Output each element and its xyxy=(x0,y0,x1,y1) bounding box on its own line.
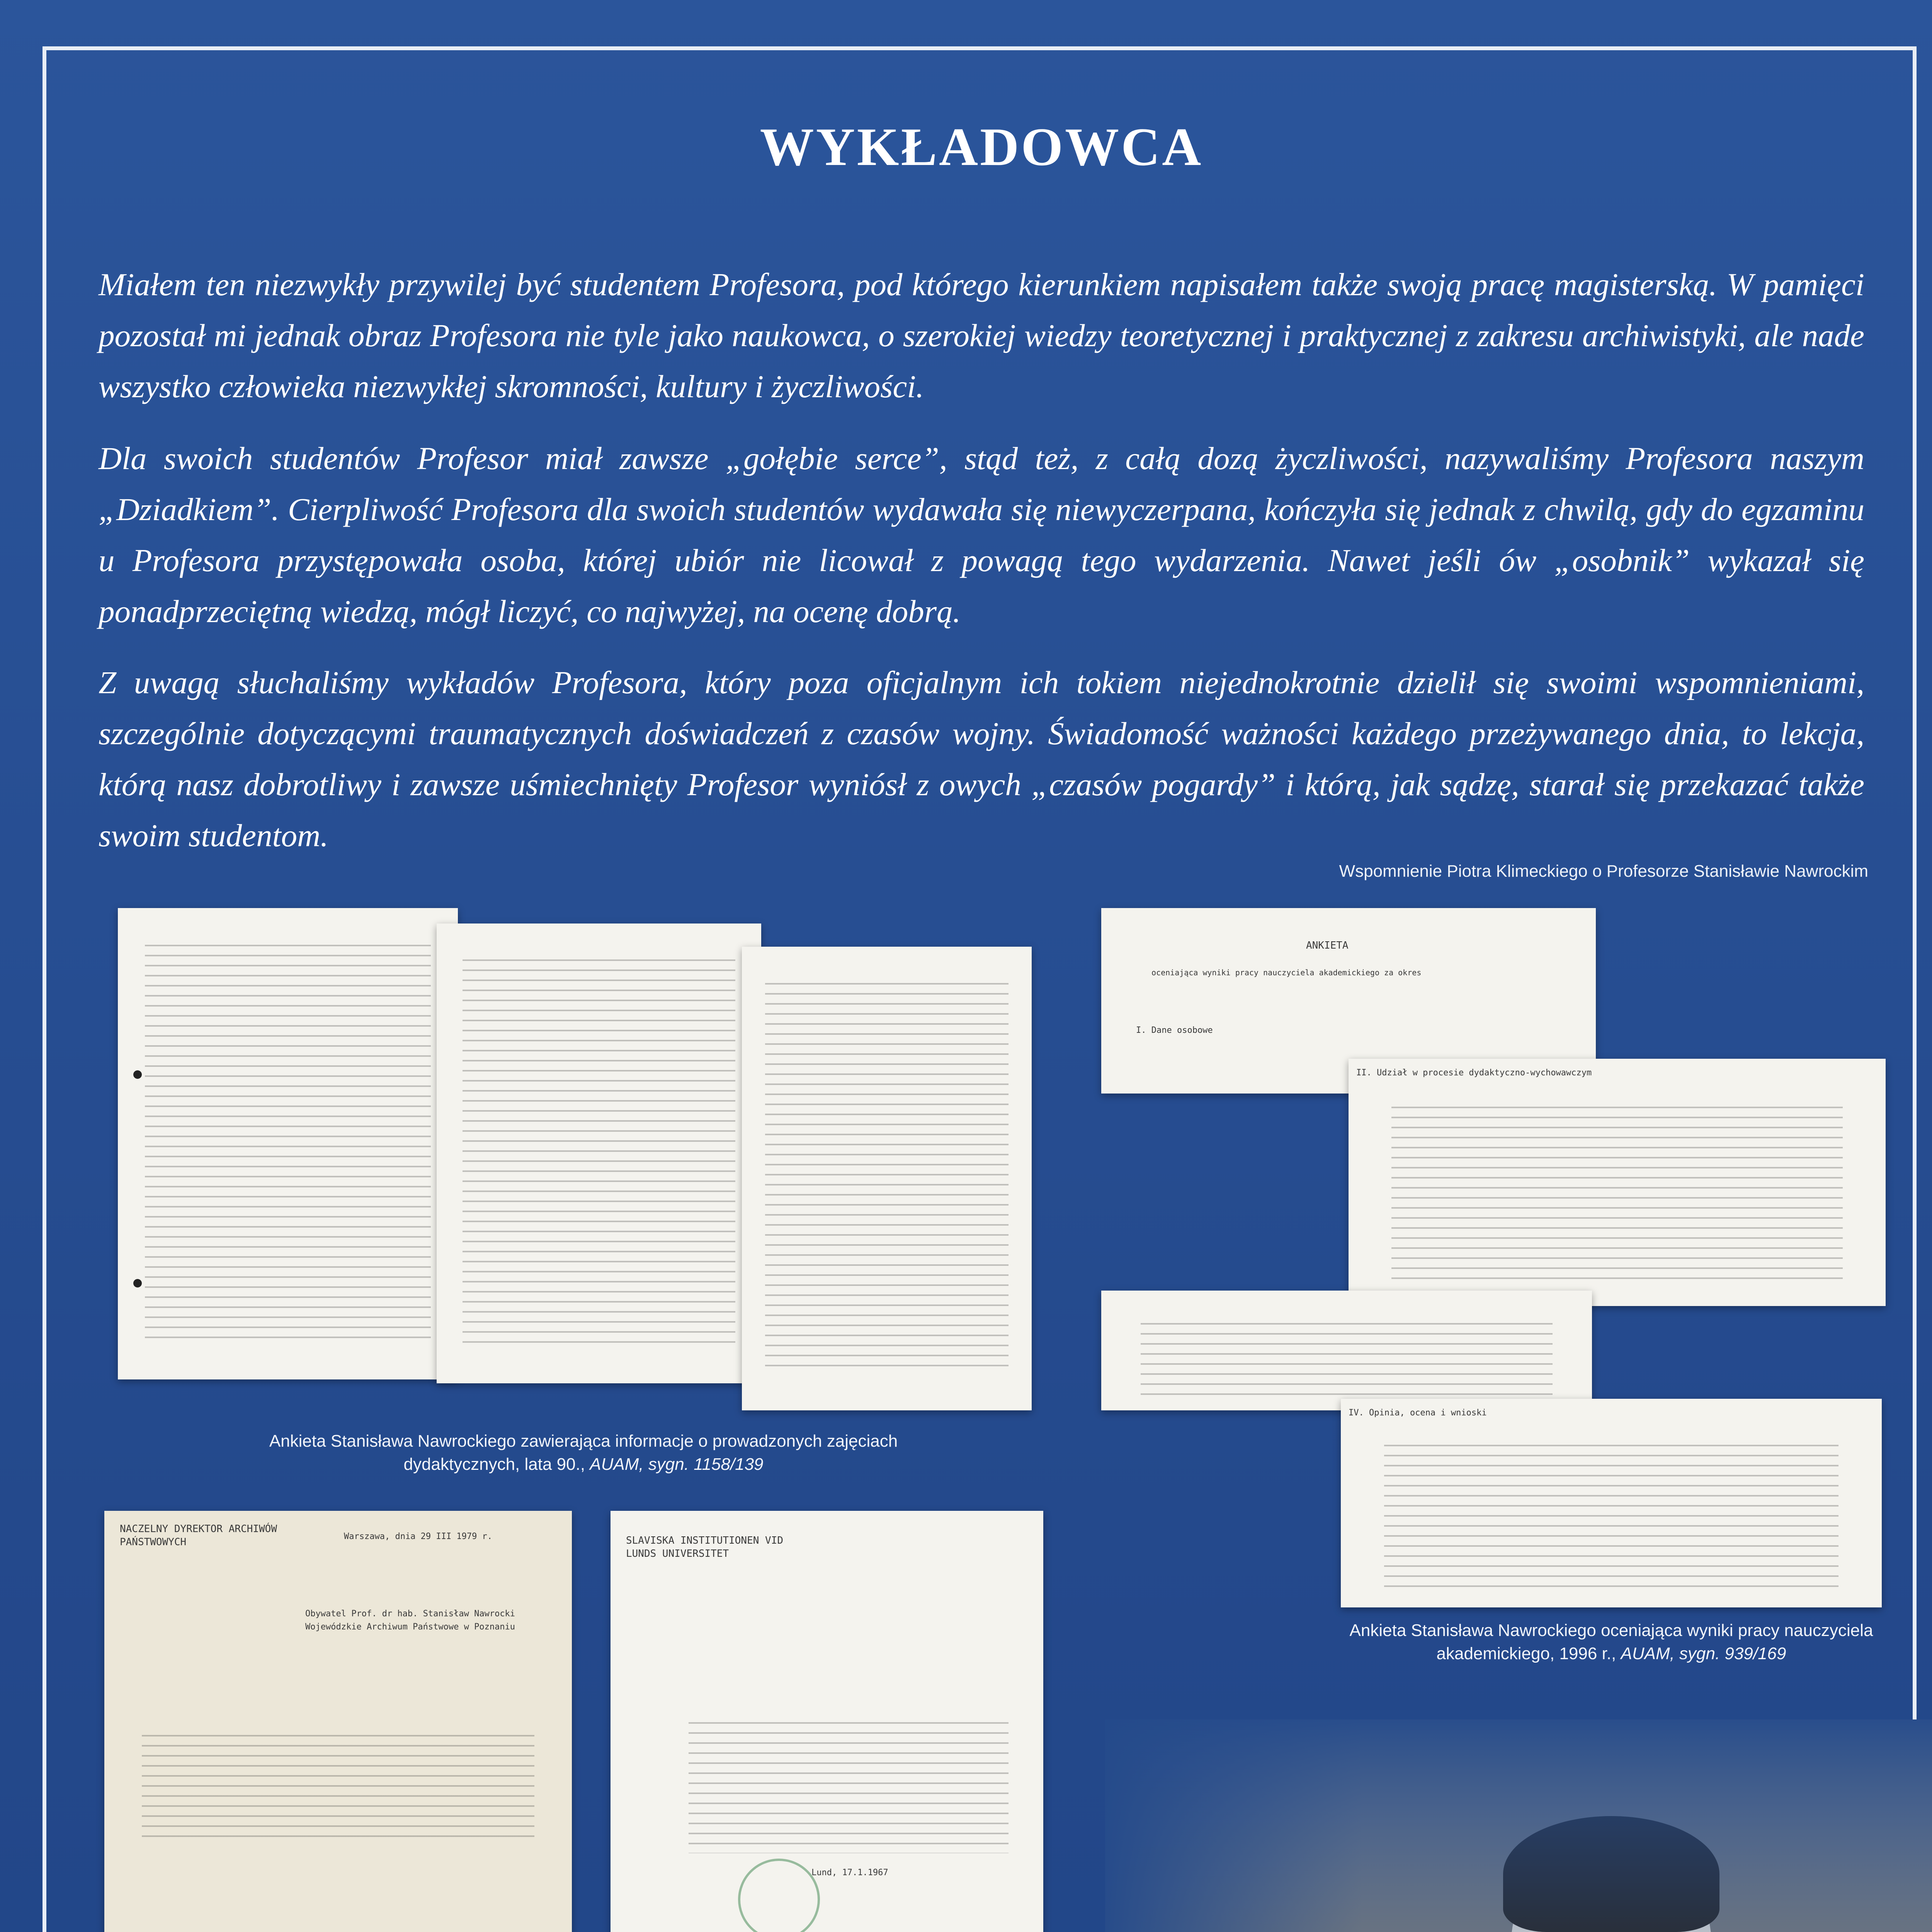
document-date: Warszawa, dnia 29 III 1979 r. xyxy=(344,1532,493,1541)
document-addressee: Obywatel Prof. dr hab. Stanisław Nawrocki Wojewódzkie Archiwum Państwowe w Poznaniu xyxy=(305,1609,515,1632)
typed-text-lines xyxy=(142,1726,534,1840)
caption-text: Ankieta Stanisława Nawrockiego zawierająca informacje o prowadzonych zajęciach dydaktycznych, lata 90., xyxy=(269,1432,898,1474)
document-survey-page-2 xyxy=(437,923,761,1383)
punch-hole xyxy=(133,1070,142,1079)
poster-title: WYKŁADOWCA xyxy=(760,117,1203,177)
photo-blend-overlay xyxy=(1105,1719,1932,1932)
typed-text-lines xyxy=(765,975,1009,1373)
document-section-label: I. Dane osobowe xyxy=(1136,1026,1213,1035)
quote-paragraph-1: Miałem ten niezwykły przywilej być studentem Profesora, pod którego kierunkiem napisałem także swoją pracę magisterską. W pamięci pozostał mi jednak obraz Profesora nie tyle jako naukowca, o szerokiej wiedzy teoretycznej i praktycznej z zakresu archiwistyki, ale nade wszystko człowieka niezwykłej skromności, kultury i życzliwości. xyxy=(99,267,1864,404)
caption-source: AUAM, sygn. 939/169 xyxy=(1621,1644,1786,1663)
document-ndap-permission-1979 xyxy=(104,1511,572,1932)
caption-survey-1990s xyxy=(216,1430,951,1476)
document-lund-invitation-1967 xyxy=(611,1511,1043,1932)
document-section-label: II. Udział w procesie dydaktyczno-wychowawczym xyxy=(1356,1068,1592,1078)
document-evaluation-survey-page-2 xyxy=(1349,1059,1886,1306)
typed-text-lines xyxy=(1391,1098,1843,1286)
quote-paragraph-2: Dla swoich studentów Profesor miał zawsze „gołębie serce”, stąd też, z całą dozą życzliwości, nazywaliśmy Profesora naszym „Dziadkiem”. Cierpliwość Profesora dla swoich studentów wydawała się niewyczerpana, kończyła się jednak z chwilą, gdy do egzaminu u Profesora przystępowała osoba, której ubiór nie licował z powagą tego wydarzenia. Nawet jeśli ów „osobnik” wykazał się ponadprzeciętną wiedzą, mógł liczyć, co najwyżej, na ocenę dobrą. xyxy=(99,440,1864,629)
document-survey-page-1 xyxy=(118,908,458,1379)
typed-text-lines xyxy=(463,951,735,1346)
quote-paragraph-3: Z uwagą słuchaliśmy wykładów Profesora, który poza oficjalnym ich tokiem niejednokrotnie dzielił się swoimi wspomnieniami, szczególnie dotyczącymi traumatycznych doświadczeń z czasów wojny. Świadomość ważności każdego przeżywanego dnia, to lekcja, którą nasz dobrotliwy i zawsze uśmiechnięty Profesor wyniósł z owych „czasów pogardy” i którą, jak sądzę, starał się przekazać także swoim studentom. xyxy=(99,665,1864,853)
quote-attribution: Wspomnienie Piotra Klimeckiego o Profesorze Stanisławie Nawrockim xyxy=(1339,862,1868,881)
caption-evaluation-survey-1996 xyxy=(1337,1619,1886,1665)
document-heading: ANKIETA xyxy=(1306,940,1349,951)
portrait-photo xyxy=(1105,1719,1932,1932)
green-stamp-icon xyxy=(738,1859,820,1932)
document-letterhead: NACZELNY DYREKTOR ARCHIWÓW PAŃSTWOWYCH xyxy=(120,1523,277,1548)
punch-hole xyxy=(133,1279,142,1287)
caption-text: Ankieta Stanisława Nawrockiego oceniająca wyniki pracy nauczyciela akademickiego, 1996 r., xyxy=(1349,1621,1873,1663)
document-survey-page-3 xyxy=(742,947,1032,1410)
document-letterhead: SLAVISKA INSTITUTIONEN VID LUNDS UNIVERSITET xyxy=(626,1535,783,1560)
document-subheading: oceniająca wyniki pracy nauczyciela akademickiego za okres xyxy=(1151,968,1422,977)
typed-text-lines xyxy=(1384,1436,1838,1591)
document-section-label: IV. Opinia, ocena i wnioski xyxy=(1349,1408,1487,1418)
document-date: Lund, 17.1.1967 xyxy=(811,1868,888,1878)
document-evaluation-survey-page-3 xyxy=(1101,1291,1592,1410)
typed-text-lines xyxy=(1141,1315,1553,1401)
document-evaluation-survey-page-4 xyxy=(1341,1399,1882,1607)
caption-source: AUAM, sygn. 1158/139 xyxy=(590,1455,764,1474)
typed-text-lines xyxy=(145,936,430,1342)
typed-text-lines xyxy=(689,1714,1009,1853)
